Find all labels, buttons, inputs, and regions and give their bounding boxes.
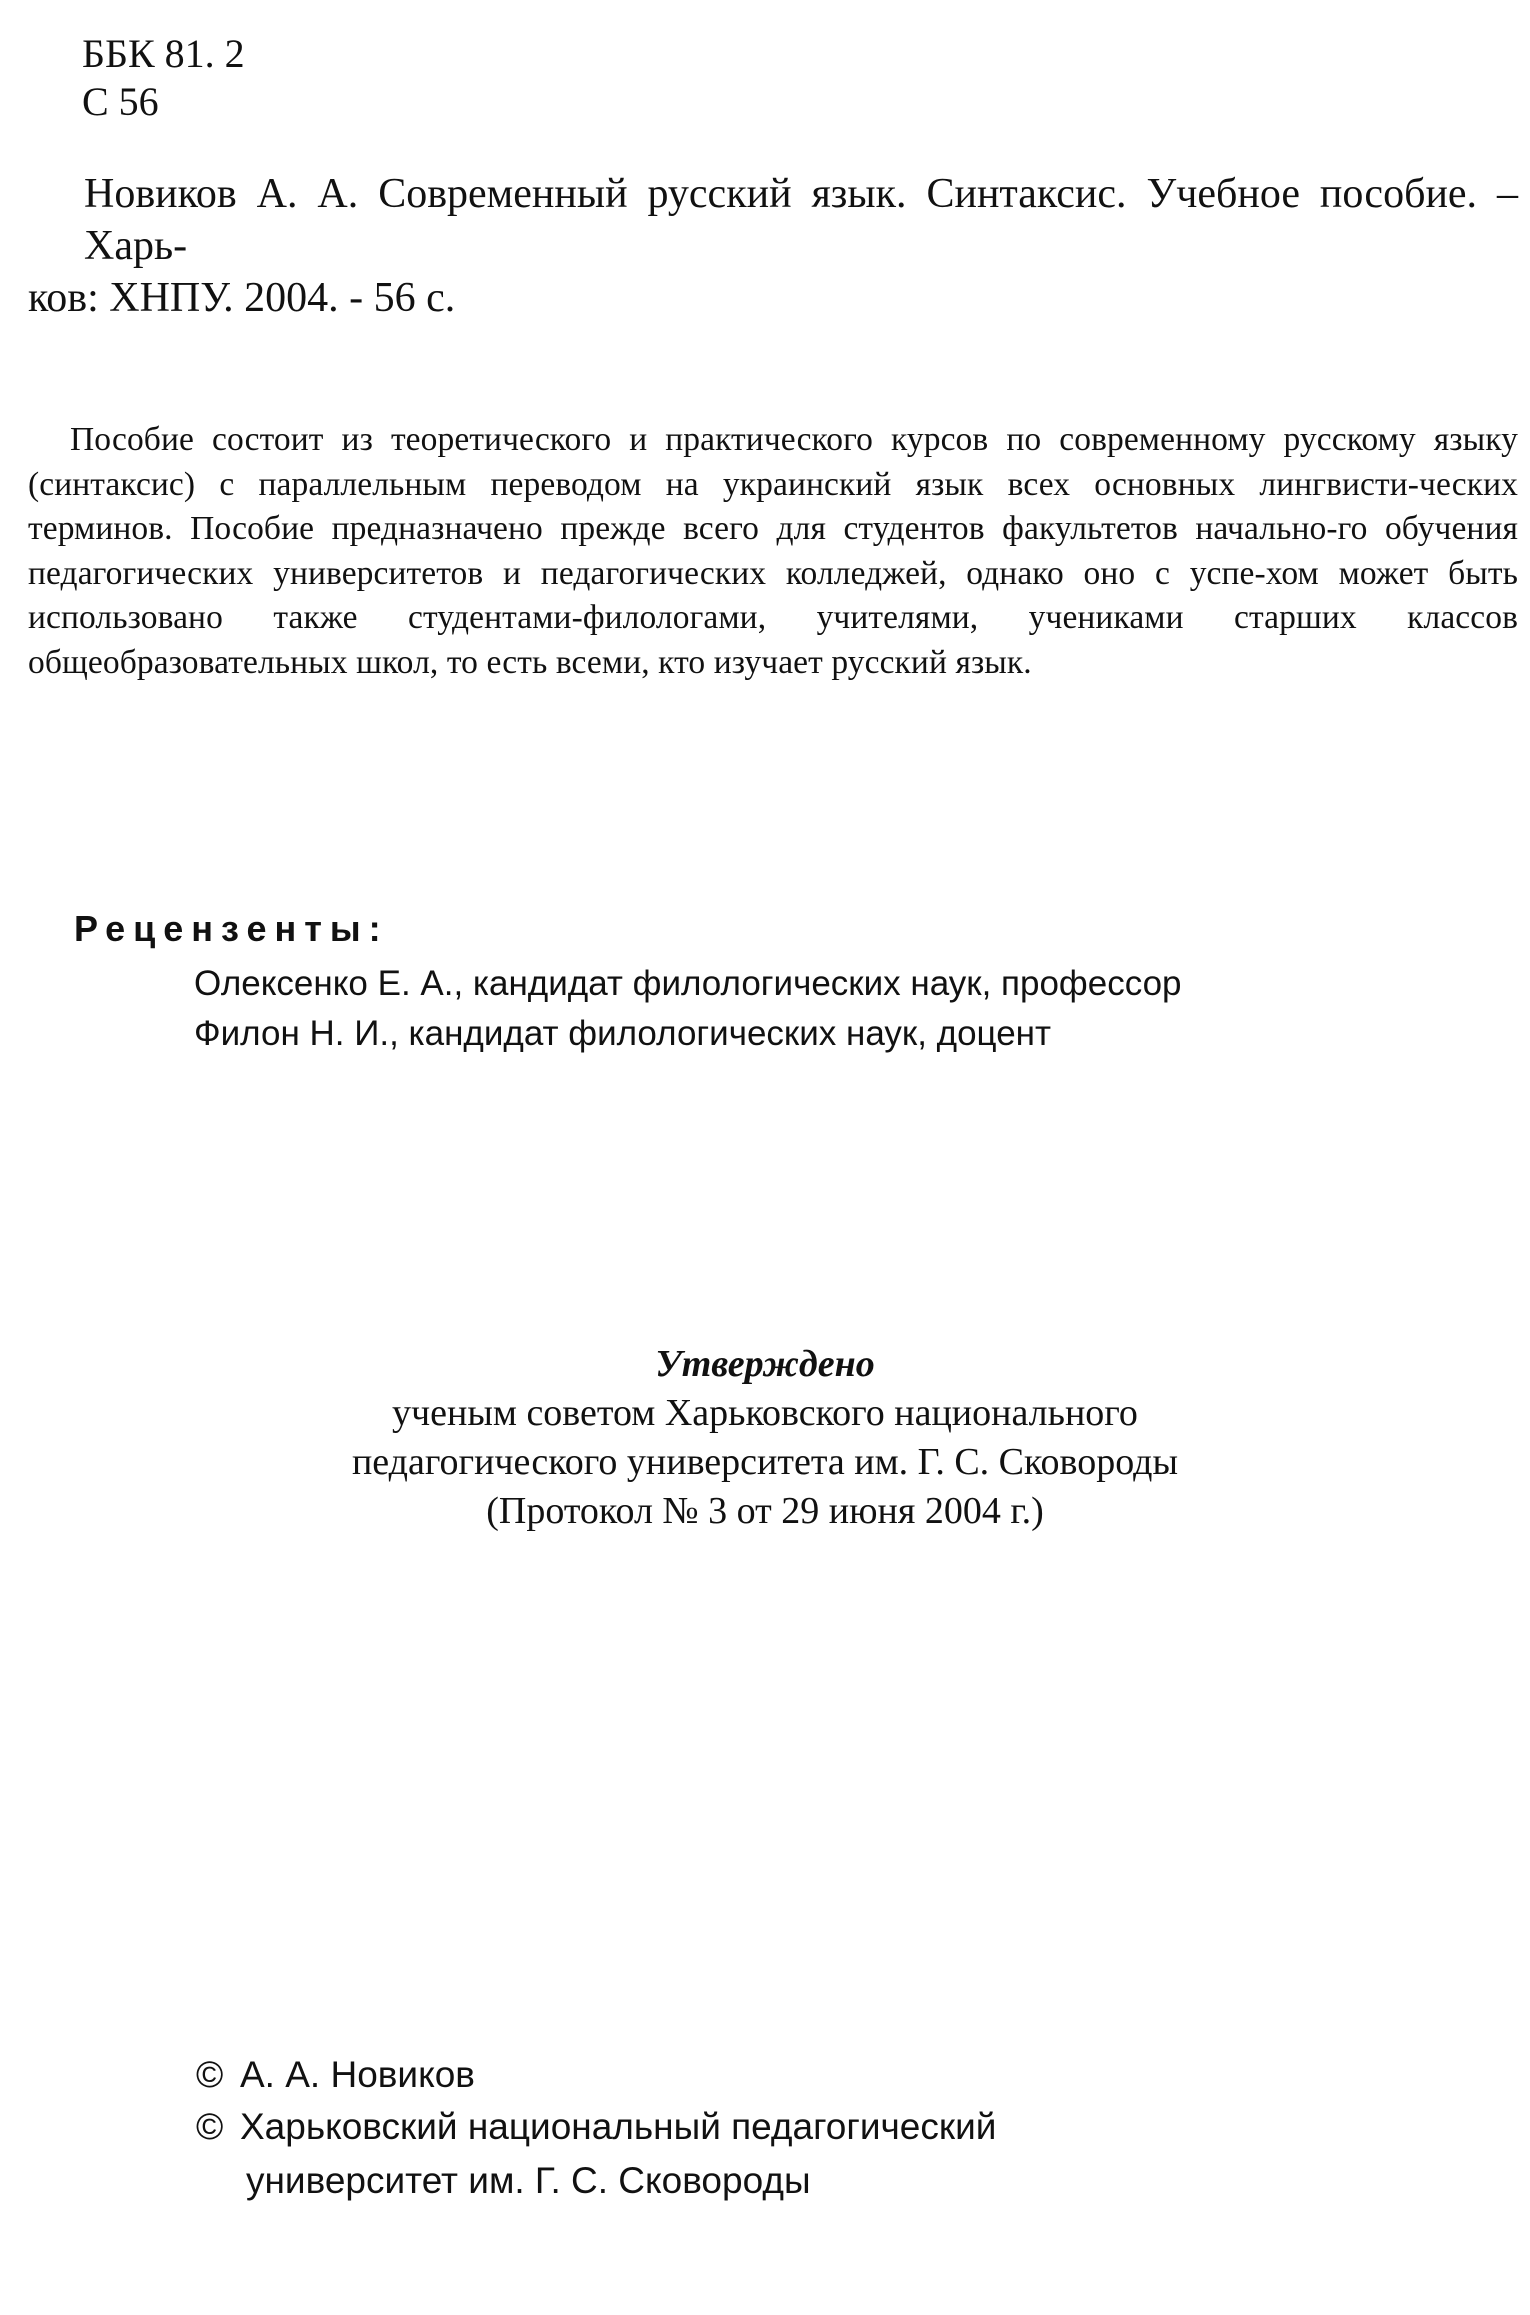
reviewer-item: Олексенко Е. А., кандидат филологических наук, профессор bbox=[194, 964, 1182, 1003]
bbk-code: ББК 81. 2 bbox=[82, 31, 245, 76]
bibliographic-citation bbox=[28, 168, 1518, 324]
author-code: С 56 bbox=[82, 79, 159, 124]
copyright-university-line-1: Харьковский национальный педагогический bbox=[240, 2106, 997, 2147]
copyright-author-name: А. А. Новиков bbox=[240, 2054, 475, 2095]
copyright-icon: © bbox=[196, 2106, 224, 2147]
annotation-paragraph: Пособие состоит из теоретического и практического курсов по современному русскому языку (синтаксис) с параллельным переводом на украинский язык всех основных лингвисти-ческих терминов. Пособие предназначено прежде всего для студентов факультетов начально-го обучения педагогических университетов и педагогических колледжей, однако оно с успе-хом может быть использовано также студентами-филологами, учителями, учениками старших классов общеобразовательных школ, то есть всеми, кто изучает русский язык. bbox=[28, 421, 1518, 681]
approval-line-3: (Протокол № 3 от 29 июня 2004 г.) bbox=[486, 1490, 1044, 1532]
copyright-university bbox=[196, 2102, 996, 2152]
reviewers-heading: Рецензенты: bbox=[74, 908, 389, 949]
approval-line-2: педагогического университета им. Г. С. Сковороды bbox=[351, 1441, 1179, 1483]
approval-block bbox=[0, 1340, 1530, 1536]
approval-line-1: ученым советом Харьковского национального bbox=[392, 1392, 1138, 1434]
copyright-university-line-2: университет им. Г. С. Сковороды bbox=[246, 2160, 811, 2201]
copyright-icon: © bbox=[196, 2054, 224, 2095]
copyright-author bbox=[196, 2050, 475, 2100]
approval-title: Утверждено bbox=[655, 1343, 875, 1385]
reviewer-item: Филон Н. И., кандидат филологических наук, доцент bbox=[194, 1014, 1052, 1053]
citation-line-1: Новиков А. А. Современный русский язык. Синтаксис. Учебное пособие. – Харь- bbox=[84, 171, 1518, 269]
citation-line-2: ков: ХНПУ. 2004. - 56 с. bbox=[28, 275, 456, 321]
